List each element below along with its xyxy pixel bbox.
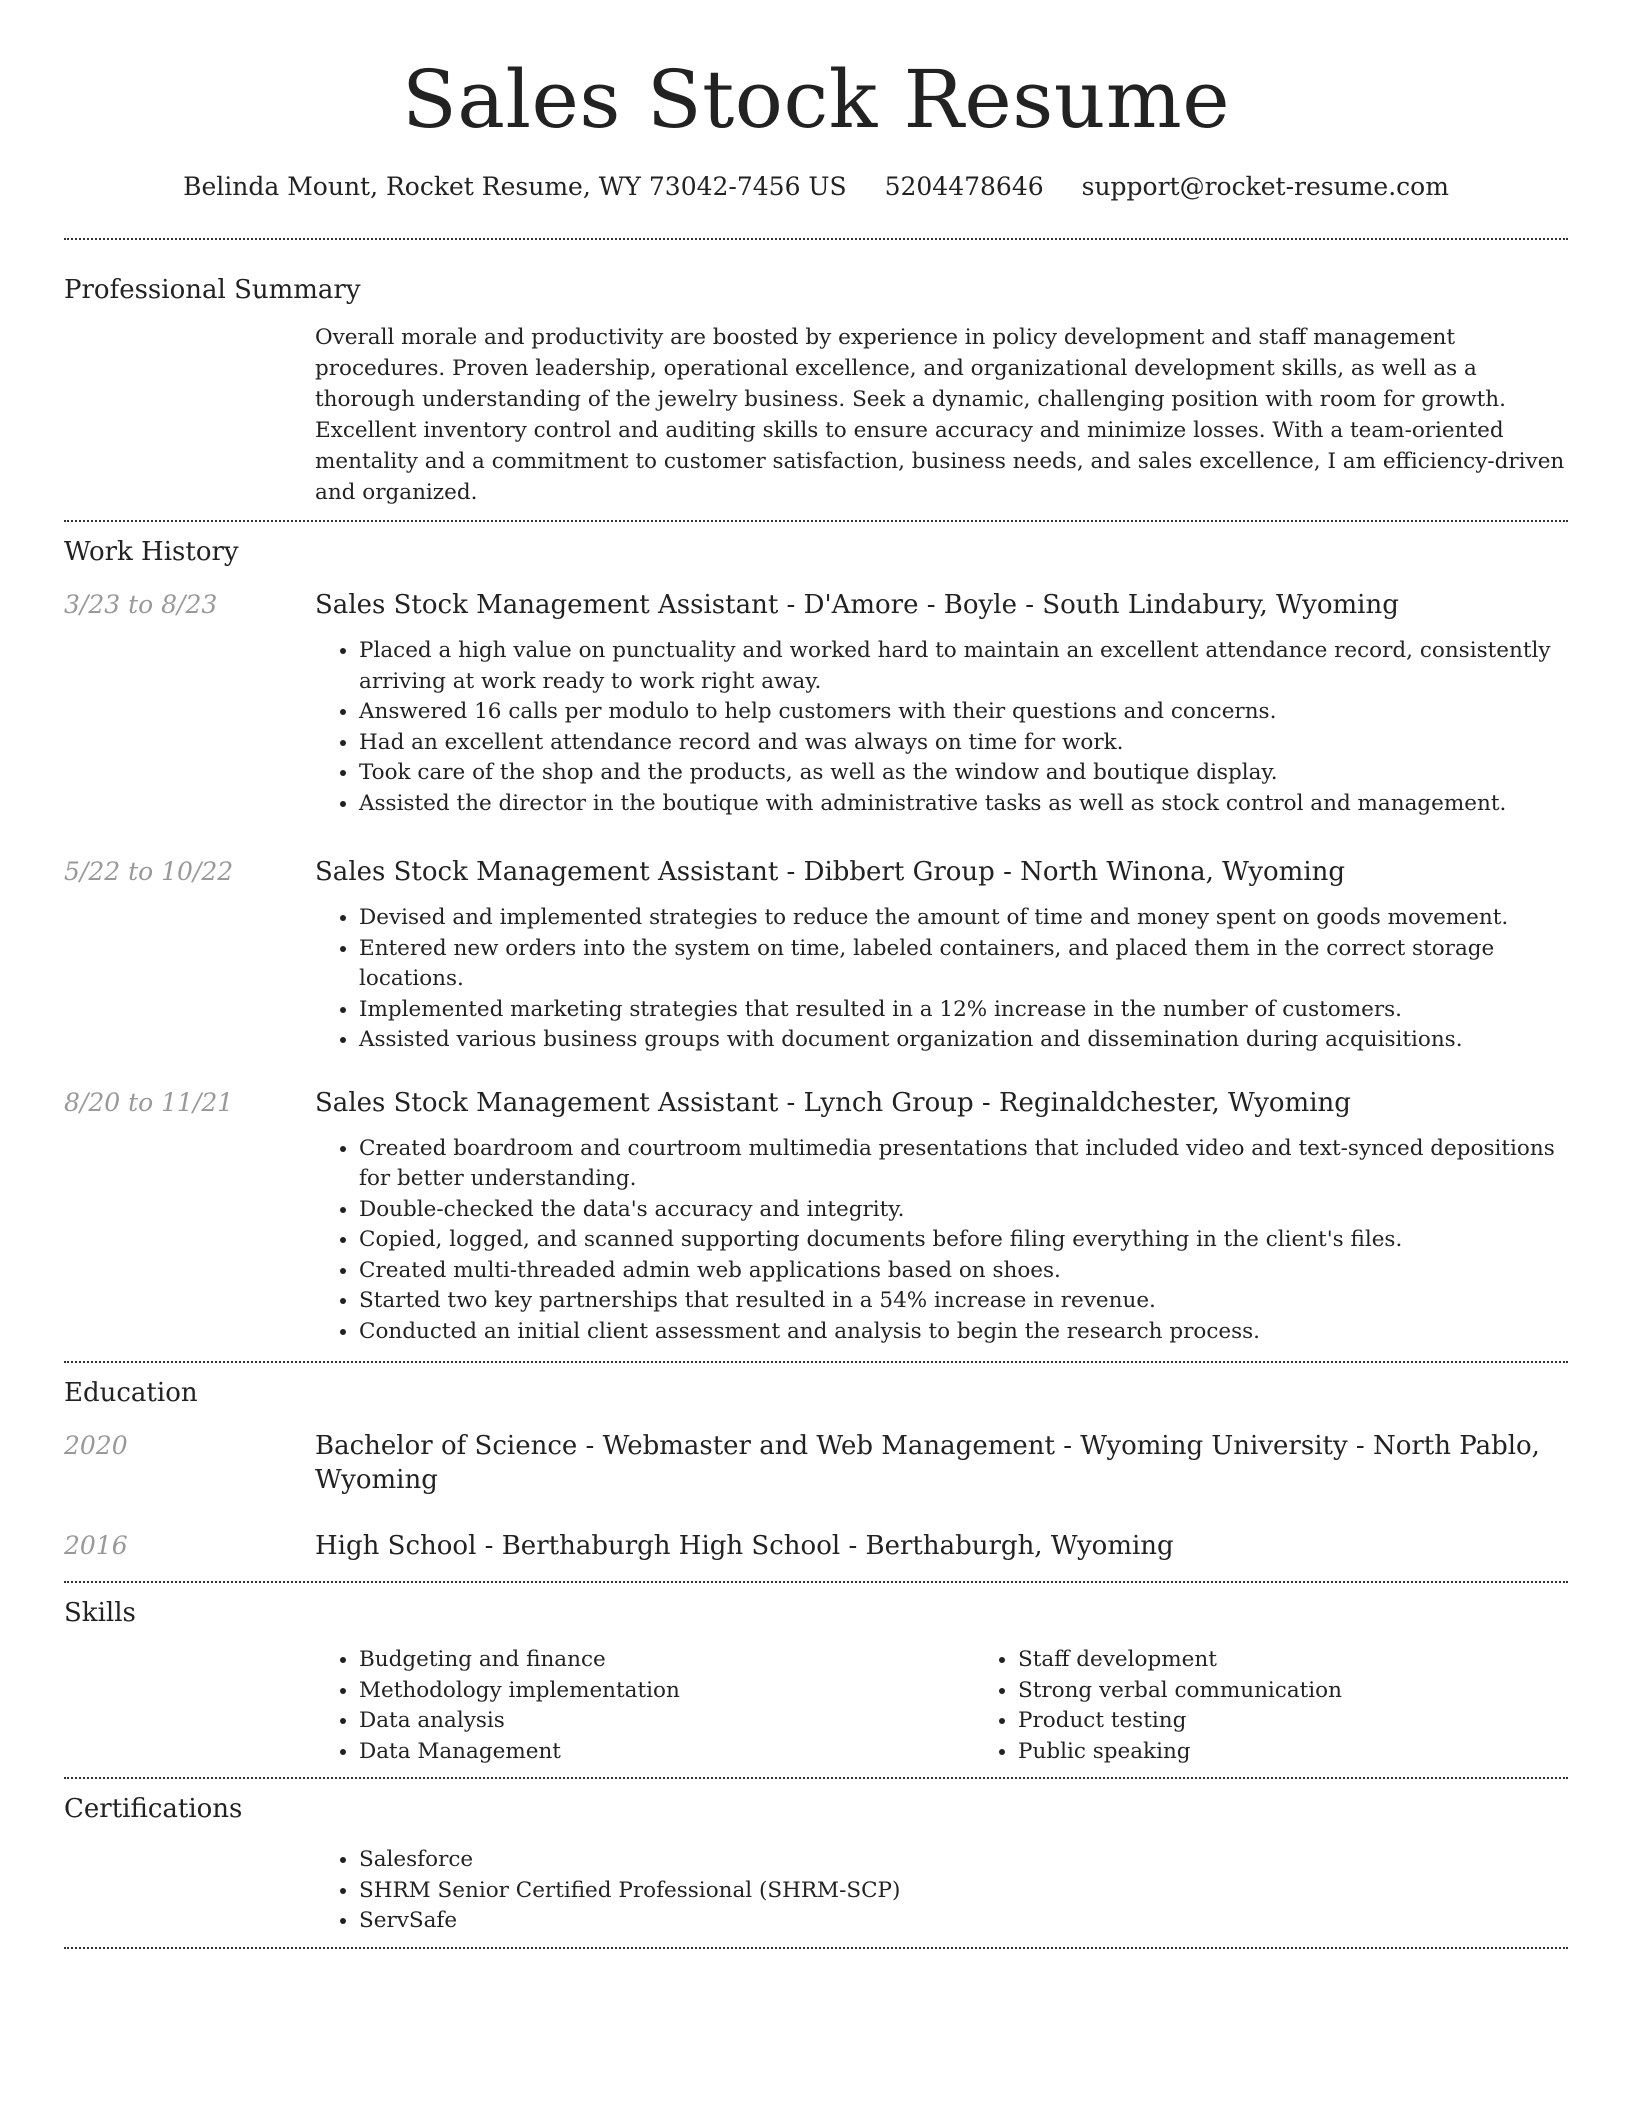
section-divider [64, 1947, 1568, 1949]
list-item: • Had an excellent attendance record and was always on time for work. [359, 728, 1568, 759]
list-item: • Salesforce [359, 1845, 1568, 1876]
list-item: • ServSafe [359, 1906, 1568, 1937]
list-item: • Assisted various business groups with document organization and dissemination during acquisitions. [359, 1025, 1568, 1056]
contact-address: Belinda Mount, Rocket Resume, WY 73042-7456 US [183, 172, 847, 201]
job-dates: 8/20 to 11/21 [64, 1087, 234, 1117]
education-institution: - Wyoming University - North Pablo, Wyoming [315, 1431, 1540, 1495]
skills-list-right [974, 1645, 1632, 1767]
list-item: • Public speaking [1018, 1737, 1632, 1768]
job-dates: 5/22 to 10/22 [64, 857, 234, 886]
education-year: 2020 [64, 1431, 128, 1460]
list-item: • Strong verbal communication [1018, 1676, 1632, 1707]
list-item: • SHRM Senior Certified Professional (SHRM-SCP) [359, 1876, 1568, 1907]
job-title: Sales Stock Management Assistant - Dibbert Group - North Winona, Wyoming [315, 857, 1346, 887]
list-item: • Product testing [1018, 1706, 1632, 1737]
work-history-section [64, 522, 1568, 1361]
job-entry [64, 1086, 1568, 1348]
list-item: • Created boardroom and courtroom multimedia presentations that included video and text-synced depositions for better understanding. [359, 1134, 1568, 1195]
list-item: • Conducted an initial client assessment and analysis to begin the research process. [359, 1317, 1568, 1348]
education-heading: Education [64, 1378, 198, 1408]
summary-heading: Professional Summary [64, 275, 361, 305]
certifications-row [64, 1845, 1568, 1937]
skills-grid [315, 1645, 1632, 1767]
list-item: • Implemented marketing strategies that resulted in a 12% increase in the number of customers. [359, 995, 1568, 1026]
job-title: Sales Stock Management Assistant - D'Amore - Boyle - South Lindabury, Wyoming [315, 590, 1399, 620]
resume-header [64, 0, 1568, 204]
education-section [64, 1363, 1568, 1563]
list-item: • Started two key partnerships that resulted in a 54% increase in revenue. [359, 1286, 1568, 1317]
education-year: 2016 [64, 1531, 128, 1560]
certifications-body [315, 1845, 1568, 1937]
list-item: • Data Management [359, 1737, 974, 1768]
list-item: • Assisted the director in the boutique with administrative tasks as well as stock control and management. [359, 789, 1568, 820]
skills-row [64, 1645, 1568, 1767]
contact-email: support@rocket-resume.com [1081, 172, 1449, 201]
job-bullets [315, 903, 1568, 1056]
resume-title: Sales Stock Resume [401, 53, 1231, 146]
list-item: • Data analysis [359, 1706, 974, 1737]
job-entry [64, 855, 1568, 1056]
education-details [315, 1529, 1568, 1563]
certifications-heading: Certifications [64, 1794, 243, 1824]
education-degree: High School [315, 1531, 477, 1561]
list-item: • Entered new orders into the system on time, labeled containers, and placed them in the correct storage locations. [359, 934, 1568, 995]
education-entry [64, 1429, 1568, 1497]
summary-row [64, 322, 1568, 514]
list-item: • Double-checked the data's accuracy and integrity. [359, 1195, 1568, 1226]
job-bullets [315, 636, 1568, 819]
contact-phone: 5204478646 [884, 172, 1044, 201]
education-entry [64, 1529, 1568, 1563]
list-item: • Methodology implementation [359, 1676, 974, 1707]
job-details [315, 1086, 1568, 1348]
skills-heading: Skills [64, 1598, 136, 1628]
certifications-section [64, 1779, 1568, 1947]
job-title: Sales Stock Management Assistant - Lynch Group - Reginaldchester, Wyoming [315, 1087, 1351, 1118]
education-degree: Bachelor of Science - Webmaster and Web Management [315, 1431, 1055, 1461]
list-item: • Budgeting and finance [359, 1645, 974, 1676]
list-item: • Placed a high value on punctuality and worked hard to maintain an excellent attendance record, consistently arriving at work ready to work right away. [359, 636, 1568, 697]
list-item: • Devised and implemented strategies to reduce the amount of time and money spent on goods movement. [359, 903, 1568, 934]
list-item: • Took care of the shop and the products, as well as the window and boutique display. [359, 758, 1568, 789]
list-item: • Answered 16 calls per modulo to help customers with their questions and concerns. [359, 697, 1568, 728]
summary-section [64, 240, 1568, 520]
job-details [315, 588, 1568, 819]
job-bullets [315, 1134, 1568, 1348]
job-details [315, 855, 1568, 1056]
summary-text: Overall morale and productivity are boosted by experience in policy development and staff management procedures. Proven leadership, operational excellence, and organizational development skills, as well as a thorough understanding of the jewelry business. Seek a dynamic, challenging position with room for growth. Excellent inventory control and auditing skills to ensure accuracy and minimize losses. With a team-oriented mentality and a commitment to customer satisfaction, business needs, and sales excellence, I am efficiency-driven and organized. [315, 325, 1565, 505]
contact-line [64, 170, 1568, 204]
work-history-heading: Work History [64, 537, 239, 567]
job-dates: 3/23 to 8/23 [64, 590, 218, 619]
education-details [315, 1429, 1568, 1497]
list-item: • Staff development [1018, 1645, 1632, 1676]
skills-list-left [315, 1645, 974, 1767]
job-entry [64, 588, 1568, 819]
skills-section [64, 1583, 1568, 1777]
education-institution: - Berthaburgh High School - Berthaburgh, Wyoming [476, 1531, 1174, 1561]
certifications-list [315, 1845, 1568, 1937]
summary-body [315, 322, 1568, 514]
list-item: • Created multi-threaded admin web applications based on shoes. [359, 1256, 1568, 1287]
list-item: • Copied, logged, and scanned supporting documents before filing everything in the client's files. [359, 1225, 1568, 1256]
